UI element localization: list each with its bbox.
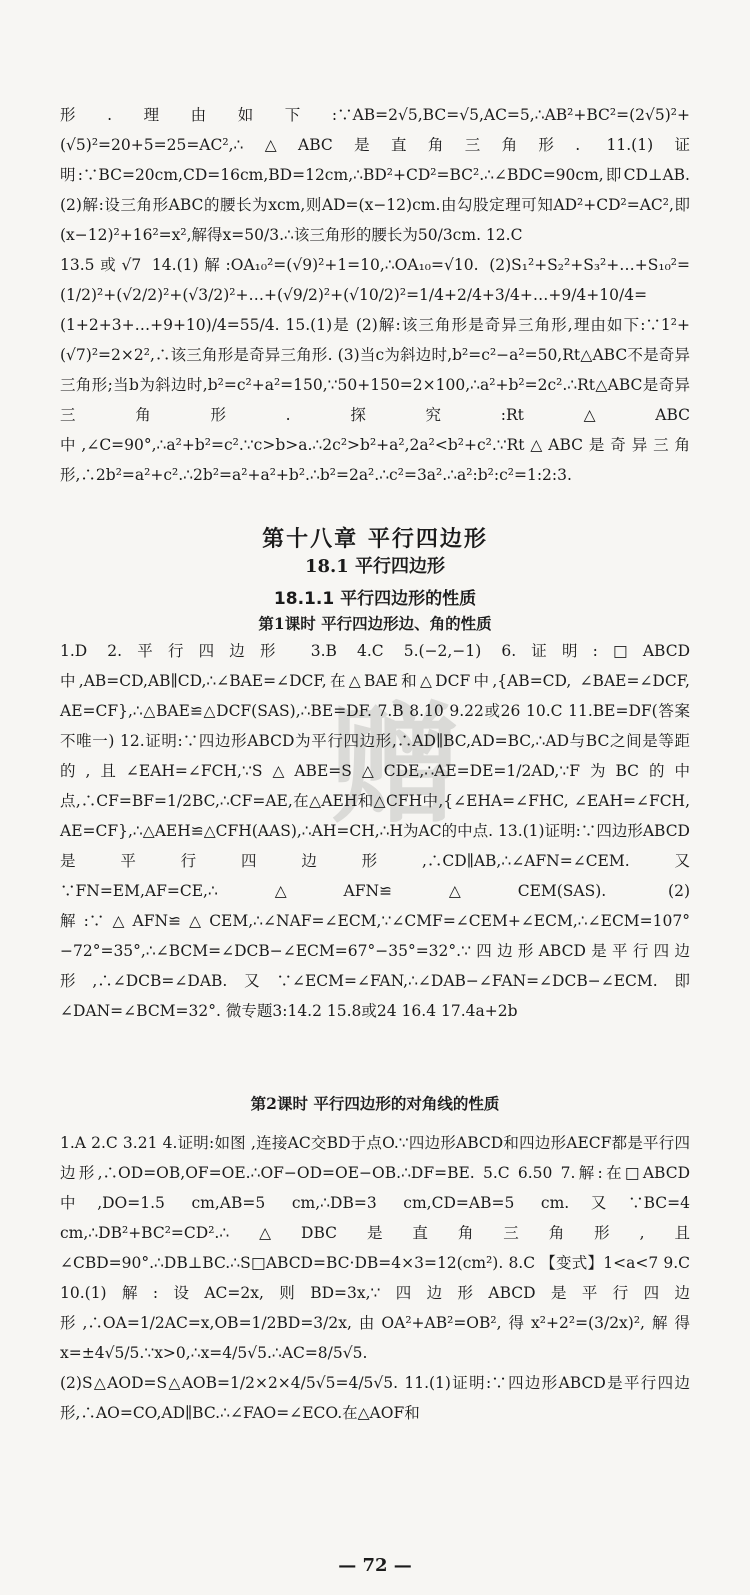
- section-title: 18.1 平行四边形: [304, 556, 446, 577]
- answer-paragraph-2: 13.5或√7 14.(1)解:OA₁₀²=(√9)²+1=10,∴OA₁₀=√10. (2)S₁²+S₂²+S₃²+…+S₁₀²=(1/2)²+(√2/2)²+(√3/2)²+…+(√9/2)²+(√10/2)²=1/4+2/4+3/4+…+9/4+10/4=(1+2+3+…+9+10)/4=55/4. 15.(1)是 (2)解:该三角形是奇异三角形,理由如下:∵1²+(√7)²=2×2²,∴该三角形是奇异三角形. (3)当c为斜边时,b²=c²−a²=50,Rt△ABC不是奇异三角形;当b为斜边时,b²=c²+a²=150,∵50+150=2×100,∴a²+b²=2c².∴Rt△ABC是奇异三角形.探究:Rt△ABC中,∠C=90°,∴a²+b²=c².∵c>b>a.∴2c²>b²+a²,2a²<b²+c².∵Rt△ABC是奇异三角形,∴2b²=a²+c².∴2b²=a²+a²+b².∴b²=2a².∴c²=3a².∴a²:b²:c²=1:2:3.: [60, 256, 690, 484]
- lesson-1-title: 第1课时 平行四边形边、角的性质: [258, 614, 492, 633]
- answer-paragraph-1: 形.理由如下:∵AB=2√5,BC=√5,AC=5,∴AB²+BC²=(2√5)²+(√5)²=20+5=25=AC²,∴△ABC是直角三角形. 11.(1)证明:∵BC=20cm,CD=16cm,BD=12cm,∴BD²+CD²=BC².∴∠BDC=90cm,即CD⊥AB. (2)解:设三角形ABC的腰长为xcm,则AD=(x−12)cm.由勾股定理可知AD²+CD²=AC²,即(x−12)²+16²=x²,解得x=50/3.∴该三角形的腰长为50/3cm. 12.C: [60, 106, 690, 244]
- watermark-stamp: 赠: [329, 689, 460, 841]
- lesson-2-title: 第2课时 平行四边形的对角线的性质: [250, 1094, 500, 1113]
- lesson-2-answers: 1.A 2.C 3.21 4.证明:如图 ,连接AC交BD于点O.∵四边形ABCD和四边形AECF都是平行四边形,∴OD=OB,OF=OE.∴OF−OD=OE−OB.∴DF=BE. 5.C 6.50 7.解:在□ABCD中,DO=1.5 cm,AB=5 cm,∴DB=3 cm,CD=AB=5 cm.又∵BC=4 cm,∴DB²+BC²=CD².∴△DBC是直角三角形,且∠CBD=90°.∴DB⊥BC.∴S□ABCD=BC·DB=4×3=12(cm²). 8.C 【变式】1<a<7 9.C 10.(1)解:设AC=2x,则BD=3x,∵四边形ABCD是平行四边形,∴OA=1/2AC=x,OB=1/2BD=3/2x,由OA²+AB²=OB²,得x²+2²=(3/2x)²,解得x=±4√5/5.∵x>0,∴x=4/5√5.∴AC=8/5√5. (2)S△AOD=S△AOB=1/2×2×4/5√5=4/5√5. 11.(1)证明:∵四边形ABCD是平行四边形,∴AO=CO,AD∥BC.∴∠FAO=∠ECO.在△AOF和: [60, 1134, 690, 1422]
- chapter-title: 第十八章 平行四边形: [262, 527, 488, 552]
- lesson-1-answers: 1.D 2.平行四边形 3.B 4.C 5.(−2,−1) 6.证明:□ABCD中,AB=CD,AB∥CD,∴∠BAE=∠DCF,在△BAE和△DCF中,{AB=CD, ∠BAE=∠DCF, AE=CF},∴△BAE≌△DCF(SAS),∴BE=DF. 7.B 8.10 9.22或26 10.C 11.BE=DF(答案不唯一) 12.证明:∵四边形ABCD为平行四边形,∴AD∥BC,AD=BC,∴AD与BC之间是等距的,且∠EAH=∠FCH,∵S△ABE=S△CDE,∴AE=DE=1/2AD,∵F为BC的中点,∴CF=BF=1/2BC,∴CF=AE,在△AEH和△CFH中,{∠EHA=∠FHC, ∠EAH=∠FCH, AE=CF},∴△AEH≌△CFH(AAS),∴AH=CH,∴H为AC的中点. 13.(1)证明:∵四边形ABCD是平行四边形,∴CD∥AB,∴∠AFN=∠CEM.又∵FN=EM,AF=CE,∴△AFN≌△CEM(SAS). (2)解:∵△AFN≌△CEM,∴∠NAF=∠ECM,∵∠CMF=∠CEM+∠ECM,∴∠ECM=107°−72°=35°,∴∠BCM=∠DCB−∠ECM=67°−35°=32°.∵四边形ABCD是平行四边形,∴∠DCB=∠DAB.又∵∠ECM=∠FAN,∴∠DAB−∠FAN=∠DCB−∠ECM.即∠DAN=∠BCM=32°. 微专题3:14.2 15.8或24 16.4 17.4a+2b: [60, 642, 690, 1020]
- page-number: — 72 —: [338, 1555, 412, 1576]
- subsection-title: 18.1.1 平行四边形的性质: [273, 589, 477, 609]
